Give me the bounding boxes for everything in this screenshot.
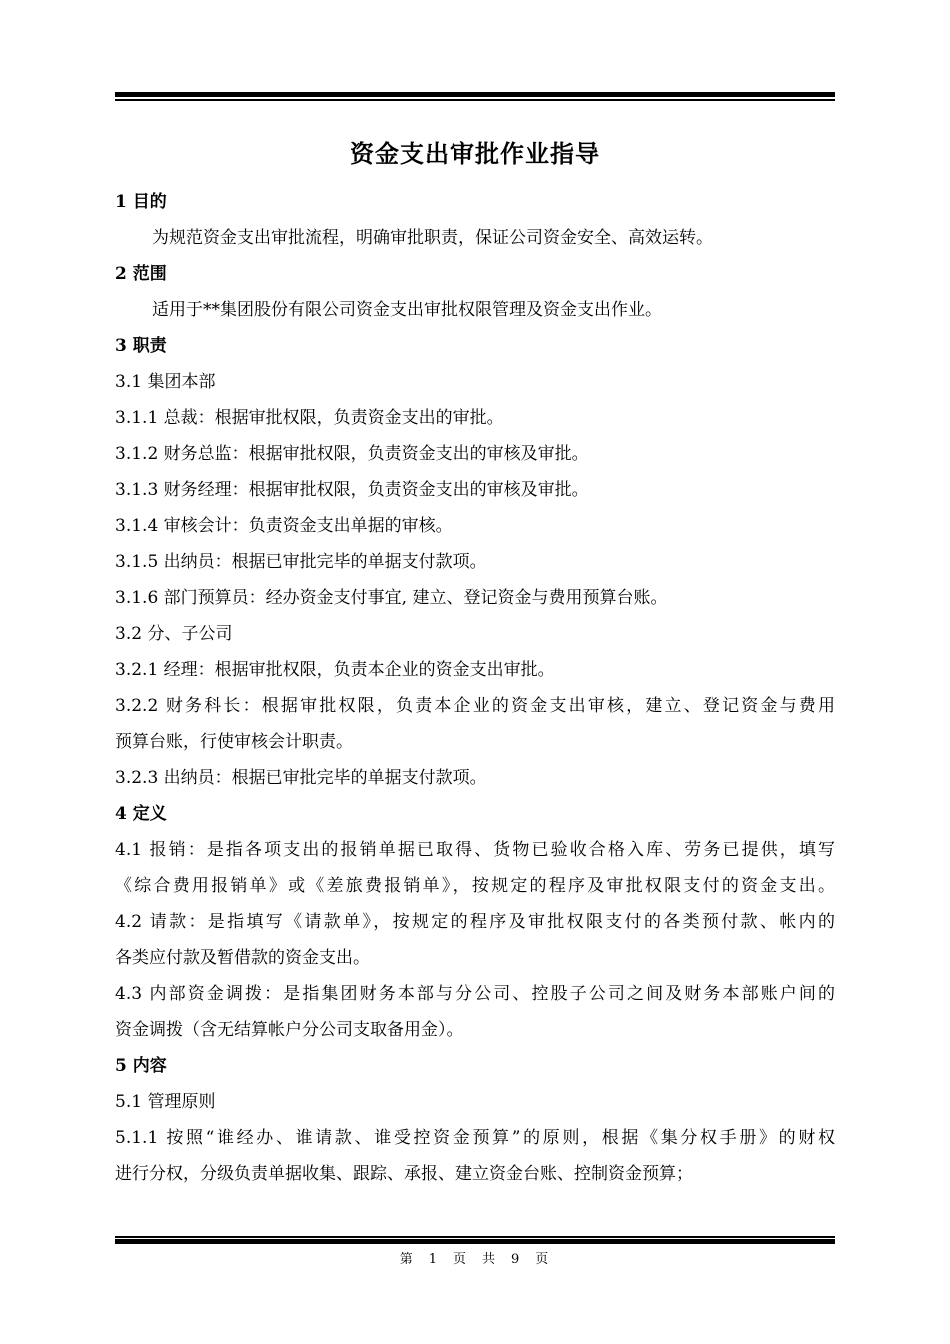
list-item: 3.1.1 总裁：根据审批权限，负责资金支出的审批。 [115, 408, 504, 428]
footer-rule-thick [115, 1239, 835, 1244]
page-label-suffix: 页 [452, 1252, 468, 1267]
footer-rule-thin [115, 1236, 835, 1238]
section-heading: 1 目的 [115, 192, 167, 212]
list-item: 3.1.3 财务经理：根据审批权限，负责资金支出的审核及审批。 [115, 480, 589, 500]
section-heading: 4 定义 [115, 804, 167, 824]
header-rule-thin [115, 99, 835, 101]
list-item: 3.1.4 审核会计：负责资金支出单据的审核。 [115, 516, 453, 536]
subsection-heading: 3.1 集团本部 [115, 372, 216, 392]
document-title: 资金支出审批作业指导 [350, 139, 600, 168]
page-number: 1 [428, 1252, 439, 1267]
total-label-prefix: 共 [482, 1252, 498, 1267]
list-item: 3.1.5 出纳员：根据已审批完毕的单据支付款项。 [115, 552, 487, 572]
definition-item-continuation: 资金调拨（含无结算帐户分公司支取备用金）。 [115, 1020, 464, 1040]
section-heading: 5 内容 [115, 1056, 167, 1076]
header-double-rule [115, 92, 835, 101]
list-item: 3.2.2 财务科长：根据审批权限，负责本企业的资金支出审核，建立、登记资金与费用 [115, 696, 835, 716]
definition-item: 4.1 报销：是指各项支出的报销单据已取得、货物已验收合格入库、劳务已提供，填写 [115, 840, 835, 860]
page-label-prefix: 第 [399, 1252, 415, 1267]
section-heading: 2 范围 [115, 264, 167, 284]
list-item: 5.1.1 按照“谁经办、谁请款、谁受控资金预算”的原则，根据《集分权手册》的财权 [115, 1128, 835, 1148]
paragraph: 为规范资金支出审批流程，明确审批职责，保证公司资金安全、高效运转。 [152, 228, 713, 248]
document-body [115, 184, 835, 1192]
total-label-suffix: 页 [535, 1252, 551, 1267]
list-item: 3.1.2 财务总监：根据审批权限，负责资金支出的审核及审批。 [115, 444, 589, 464]
list-item-continuation: 预算台账，行使审核会计职责。 [115, 732, 353, 752]
definition-item: 4.2 请款：是指填写《请款单》，按规定的程序及审批权限支付的各类预付款、帐内的 [115, 912, 835, 932]
list-item: 3.1.6 部门预算员：经办资金支付事宜, 建立、登记资金与费用预算台账。 [115, 588, 668, 608]
definition-item-continuation: 各类应付款及暂借款的资金支出。 [115, 948, 370, 968]
section-heading: 3 职责 [115, 336, 167, 356]
subsection-heading: 3.2 分、子公司 [115, 624, 233, 644]
footer-double-rule [115, 1236, 835, 1245]
list-item: 3.2.1 经理：根据审批权限，负责本企业的资金支出审批。 [115, 660, 555, 680]
total-pages: 9 [511, 1252, 522, 1267]
list-item-continuation: 进行分权，分级负责单据收集、跟踪、承报、建立资金台账、控制资金预算； [115, 1164, 693, 1184]
header-rule-thick [115, 92, 835, 97]
page-footer [115, 1248, 835, 1267]
definition-item-continuation: 《综合费用报销单》或《差旅费报销单》，按规定的程序及审批权限支付的资金支出。 [115, 876, 835, 896]
paragraph: 适用于**集团股份有限公司资金支出审批权限管理及资金支出作业。 [152, 300, 662, 320]
list-item: 3.2.3 出纳员：根据已审批完毕的单据支付款项。 [115, 768, 487, 788]
subsection-heading: 5.1 管理原则 [115, 1092, 216, 1112]
definition-item: 4.3 内部资金调拨：是指集团财务本部与分公司、控股子公司之间及财务本部账户间的 [115, 984, 835, 1004]
